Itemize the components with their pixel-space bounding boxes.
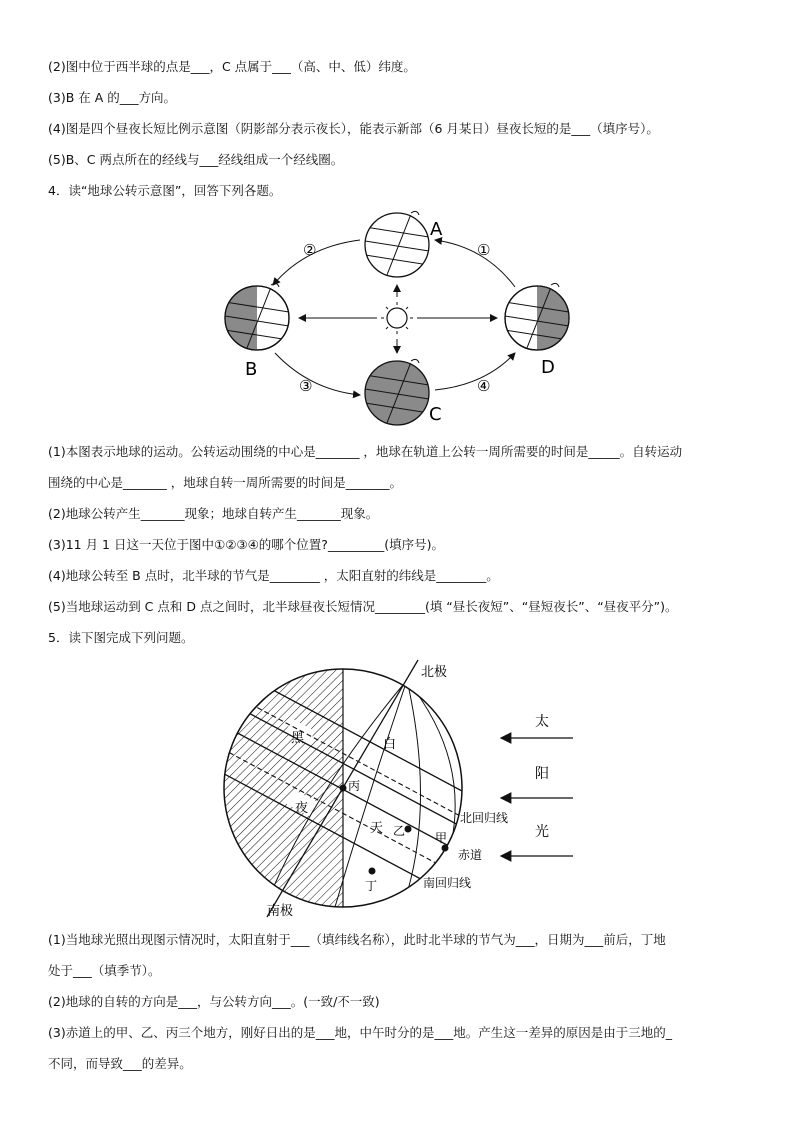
q4-4-text: (4)地球公转至 B 点时，北半球的节气是________ ，太阳直射的纬线是________。 xyxy=(48,568,499,583)
north-pole-label: 北极 xyxy=(421,665,448,680)
earth-position-A xyxy=(365,209,429,285)
q5-title: 5．读下图完成下列问题。 xyxy=(48,630,194,645)
q4-3-text: (3)11 月 1 日这一天位于图中①②③④的哪个位置?_________(填序号)。 xyxy=(48,537,444,552)
night-char-2: 夜 xyxy=(295,801,309,816)
q5-3a-text: (3)赤道上的甲、乙、丙三个地方，刚好日出的是___地，中午时分的是___地。产生这一差异的原因是由于三地的_ xyxy=(48,1025,672,1040)
q3-5-text: (5)B、C 两点所在的经线与___经线组成一个经线圈。 xyxy=(48,152,344,167)
arrow-label-3: ③ xyxy=(299,377,313,395)
arrow-label-1: ① xyxy=(477,241,491,259)
q4-2-text: (2)地球公转产生_______现象；地球自转产生_______现象。 xyxy=(48,506,379,521)
label-A: A xyxy=(430,219,443,240)
label-C: C xyxy=(429,404,442,425)
arrow-label-4: ④ xyxy=(477,377,491,395)
q3-3-text: (3)B 在 A 的___方向。 xyxy=(48,90,177,105)
point-yi: 乙 xyxy=(393,824,406,838)
day-char-2: 天 xyxy=(370,821,384,836)
tropic-capricorn-label: 南回归线 xyxy=(423,876,472,890)
sun-char-3: 光 xyxy=(535,824,549,840)
q3-2-text: (2)图中位于西半球的点是___，C 点属于___（高、中、低）纬度。 xyxy=(48,59,416,74)
globe-illumination-diagram xyxy=(215,655,595,920)
q4-1b-text: 围绕的中心是_______ ，地球自转一周所需要的时间是_______。 xyxy=(48,475,402,490)
day-char-1: 白 xyxy=(383,737,397,752)
point-jia: 甲 xyxy=(435,831,448,845)
q5-3b-text: 不同，而导致___的差异。 xyxy=(48,1056,192,1071)
earth-position-B xyxy=(225,282,289,358)
south-pole-label: 南极 xyxy=(267,904,294,919)
point-ding: 丁 xyxy=(365,879,378,893)
orbit-arrow-4 xyxy=(435,353,515,390)
arrow-label-2: ② xyxy=(303,241,317,259)
earth-position-D xyxy=(505,282,569,358)
equator-label: 赤道 xyxy=(458,848,483,862)
point-bing: 丙 xyxy=(348,779,361,793)
sun-char-2: 阳 xyxy=(535,766,549,782)
q5-1a-text: (1)当地球光照出现图示情况时，太阳直射于___（填纬线名称），此时北半球的节气为___，日期为___前后，丁地 xyxy=(48,932,666,947)
earth-orbit-diagram xyxy=(215,205,585,430)
q4-title: 4．读“地球公转示意图”，回答下列各题。 xyxy=(48,183,282,198)
q4-1a-text: (1)本图表示地球的运动。公转运动围绕的中心是_______ ，地球在轨道上公转一周所需要的时间是_____。自转运动 xyxy=(48,444,683,459)
q5-2-text: (2)地球的自转的方向是___，与公转方向___。(一致/不一致) xyxy=(48,994,380,1009)
earth-position-C xyxy=(365,357,429,430)
q4-5-text: (5)当地球运动到 C 点和 D 点之间时，北半球昼夜长短情况________(填 “昼长夜短”、“昼短夜长”、“昼夜平分”)。 xyxy=(48,599,678,614)
q3-4-text: (4)图是四个昼夜长短比例示意图（阴影部分表示夜长），能表示新部（6 月某日）昼夜长短的是___（填序号）。 xyxy=(48,121,659,136)
sun-icon xyxy=(381,302,413,334)
sun-char-1: 太 xyxy=(535,714,549,730)
night-char-1: 黑 xyxy=(291,731,305,746)
tropic-cancer-label: 北回归线 xyxy=(460,811,509,825)
label-B: B xyxy=(245,359,258,380)
label-D: D xyxy=(541,357,555,378)
orbit-arrow-3 xyxy=(275,353,360,395)
orbit-arrow-2 xyxy=(273,240,360,285)
orbit-arrow-1 xyxy=(435,240,515,287)
q5-1b-text: 处于___（填季节）。 xyxy=(48,963,161,978)
